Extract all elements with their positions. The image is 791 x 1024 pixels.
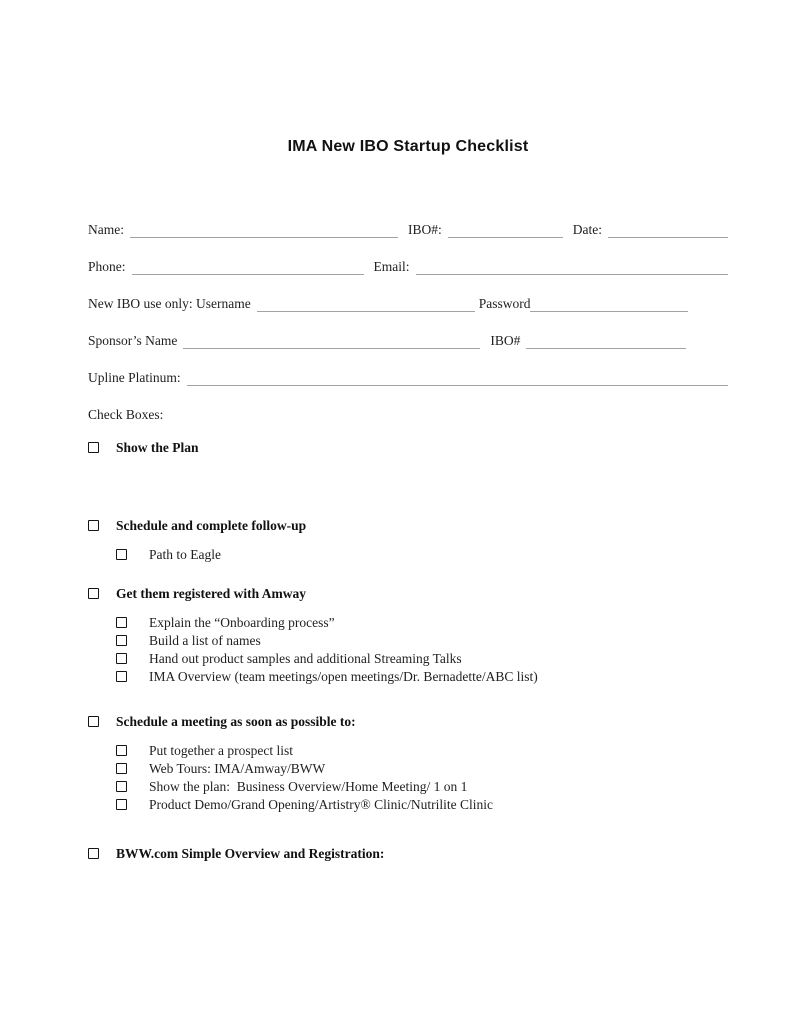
checkbox-icon[interactable] <box>116 635 127 646</box>
username-input-line[interactable] <box>257 296 475 312</box>
checkbox-icon[interactable] <box>88 588 99 599</box>
checklist-item-get-registered-amway <box>88 586 728 602</box>
checklist-sub-item-label: Build a list of names <box>149 633 261 648</box>
ibo-number-input-line[interactable] <box>448 222 563 238</box>
sponsor-name-label: Sponsor’s Name <box>88 333 178 348</box>
checklist-sub-item-label: Path to Eagle <box>149 547 221 562</box>
form-row-phone-email <box>88 258 728 275</box>
checkbox-icon[interactable] <box>88 442 99 453</box>
checklist-item-show-the-plan <box>88 440 728 456</box>
checklist-item-schedule-follow-up <box>88 518 728 534</box>
checklist-sub-item-label: Explain the “Onboarding process” <box>149 615 335 630</box>
checklist-sub-item-product-samples <box>88 650 728 668</box>
password-input-line[interactable] <box>530 296 688 312</box>
checklist-item-label: BWW.com Simple Overview and Registration: <box>116 846 385 861</box>
checklist-sub-item-onboarding <box>88 614 728 632</box>
checklist-sub-group <box>88 614 728 686</box>
sponsor-name-input-line[interactable] <box>183 333 480 349</box>
phone-label: Phone: <box>88 259 126 274</box>
checkbox-icon[interactable] <box>116 549 127 560</box>
checklist-sub-item-label: Hand out product samples and additional Streaming Talks <box>149 651 462 666</box>
form-row-upline-platinum <box>88 369 728 386</box>
checklist-sub-item-show-the-plan-types <box>88 778 728 796</box>
checkbox-icon[interactable] <box>116 763 127 774</box>
form-row-username-password <box>88 295 728 312</box>
checklist-sub-item-path-to-eagle <box>88 546 728 564</box>
check-boxes-section-label: Check Boxes: <box>88 407 164 422</box>
username-label: New IBO use only: Username <box>88 296 251 311</box>
form-row-name-ibo-date <box>88 221 728 238</box>
checklist-sub-item-label: Put together a prospect list <box>149 743 293 758</box>
upline-platinum-label: Upline Platinum: <box>88 370 181 385</box>
sponsor-ibo-input-line[interactable] <box>526 333 686 349</box>
checklist-sub-item-label: IMA Overview (team meetings/open meetings/Dr. Bernadette/ABC list) <box>149 669 538 684</box>
checklist-item-label: Schedule a meeting as soon as possible to: <box>116 714 356 729</box>
checkbox-icon[interactable] <box>116 781 127 792</box>
checklist-sub-item-list-of-names <box>88 632 728 650</box>
page-title: IMA New IBO Startup Checklist <box>287 138 529 155</box>
email-label: Email: <box>373 259 410 274</box>
checklist-sub-item-prospect-list <box>88 742 728 760</box>
checkbox-icon[interactable] <box>88 848 99 859</box>
checkbox-icon[interactable] <box>116 671 127 682</box>
email-input-line[interactable] <box>416 259 728 275</box>
checkbox-icon[interactable] <box>116 799 127 810</box>
name-label: Name: <box>88 222 124 237</box>
checklist-sub-item-product-demo <box>88 796 728 814</box>
sponsor-ibo-label: IBO# <box>490 333 521 348</box>
checkbox-icon[interactable] <box>116 617 127 628</box>
checklist-item-label: Get them registered with Amway <box>116 586 306 601</box>
checklist-sub-item-label: Show the plan: Business Overview/Home Meeting/ 1 on 1 <box>149 779 468 794</box>
checkbox-icon[interactable] <box>88 716 99 727</box>
checklist-sub-item-label: Product Demo/Grand Opening/Artistry® Clinic/Nutrilite Clinic <box>149 797 493 812</box>
checklist-sub-item-label: Web Tours: IMA/Amway/BWW <box>149 761 326 776</box>
phone-input-line[interactable] <box>132 259 364 275</box>
form-row-sponsor <box>88 332 728 349</box>
checklist-item-schedule-meeting <box>88 714 728 730</box>
checklist-sub-item-ima-overview <box>88 668 728 686</box>
ibo-number-label: IBO#: <box>408 222 442 237</box>
upline-platinum-input-line[interactable] <box>187 370 728 386</box>
name-input-line[interactable] <box>130 222 398 238</box>
checklist-item-label: Show the Plan <box>116 440 199 455</box>
checklist-sub-group <box>88 742 728 814</box>
password-label: Password <box>478 296 531 311</box>
checkbox-icon[interactable] <box>88 520 99 531</box>
checklist-item-bww-overview-registration <box>88 846 728 862</box>
date-label: Date: <box>572 222 602 237</box>
date-input-line[interactable] <box>608 222 728 238</box>
checkbox-icon[interactable] <box>116 653 127 664</box>
checklist-item-label: Schedule and complete follow-up <box>116 518 307 533</box>
checklist-sub-item-web-tours <box>88 760 728 778</box>
checkbox-icon[interactable] <box>116 745 127 756</box>
